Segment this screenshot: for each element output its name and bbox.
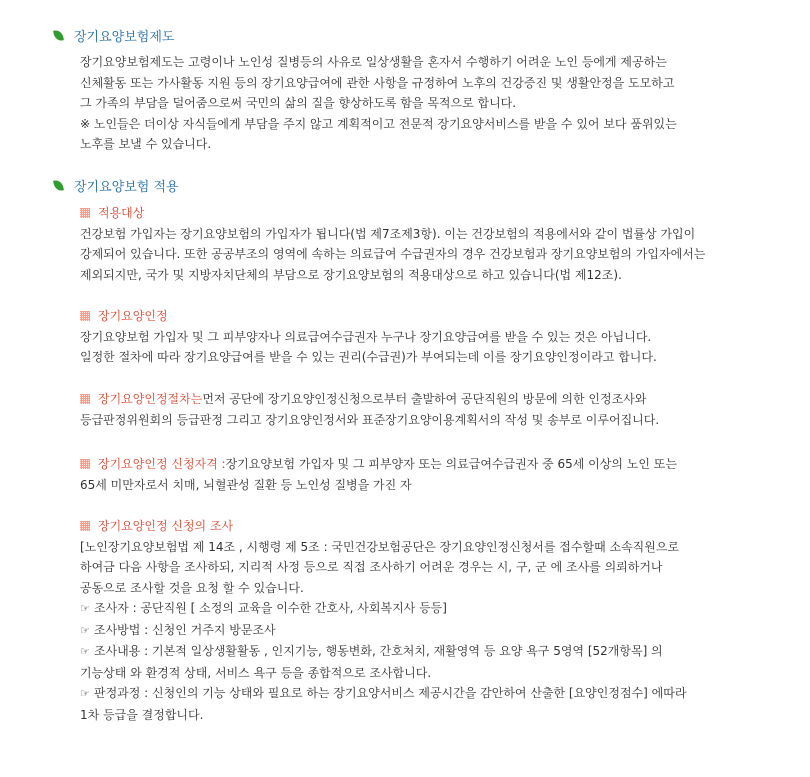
list-item-text: 조사자 : 공단직원 [ 소정의 교육을 이수한 간호사, 사회복지사 등등] <box>94 601 447 615</box>
subsection-title: 장기요양인정 신청자격 : <box>98 457 226 471</box>
section-header-insurance-system <box>54 26 174 45</box>
list-item-text: 판정과정 : 신청인의 기능 상태와 필요로 하는 장기요양서비스 제공시간을 감안하여 산출한 [요양인정점수] 에따라 <box>94 686 687 700</box>
list-item-continuation: 기능상태 와 환경적 상태, 서비스 욕구 등을 종합적으로 조사합니다. <box>80 665 432 680</box>
section-title: 장기요양보험 적용 <box>74 180 179 195</box>
paragraph-line: 하여금 다음 사항을 조사하되, 지리적 사정 등으로 직접 조사하기 어려운 경우는 시, 구, 군 에 조사를 의뢰하거나 <box>80 560 663 574</box>
list-item-text: 조사방법 : 신청인 거주지 방문조사 <box>94 622 276 637</box>
red-grid-square-icon <box>80 394 90 404</box>
subsection-application-eligibility <box>80 454 677 495</box>
paragraph-line: 일정한 절차에 따라 장기요양급여를 받을 수 있는 권리(수급권)가 부여되는데 이를 장기요양인정이라고 합니다. <box>80 350 657 364</box>
paragraph-line: 그 가족의 부담을 덜어줌으로써 국민의 삶의 질을 향상하도록 함을 목적으로 합니다. <box>80 96 517 110</box>
paragraph-inline: 먼저 공단에 장기요양인정신청으로부터 출발하여 공단직원의 방문에 의한 인정조사와 <box>202 392 647 406</box>
paragraph-line: [노인장기요양보험법 제 14조 , 시행령 제 5조 : 국민건강보험공단은 장기요양인정신청서를 접수할때 소속직원으로 <box>80 539 680 554</box>
leaf-bullet-icon <box>53 179 64 191</box>
paragraph-line: 장기요양보험제도는 고령이나 노인성 질병등의 사유로 일상생활을 혼자서 수행하기 어려운 노인 등에게 제공하는 <box>80 55 667 69</box>
pointing-hand-icon: ☞ <box>80 645 90 658</box>
pointing-hand-icon: ☞ <box>80 623 90 637</box>
note-line: 노후를 보낼 수 있습니다. <box>80 137 212 151</box>
leaf-bullet-icon <box>53 29 64 41</box>
pointing-hand-icon: ☞ <box>80 602 90 615</box>
subsection-heading <box>80 389 659 410</box>
subsection-heading <box>80 516 686 537</box>
list-item <box>80 620 686 642</box>
subsection-heading <box>80 306 657 327</box>
subsection-title: 장기요양인정 <box>98 309 168 323</box>
section-title: 장기요양보험제도 <box>74 30 175 45</box>
subsection-title: 장기요양인정절차는 <box>98 392 203 406</box>
pointing-hand-icon: ☞ <box>80 687 90 700</box>
subsection-certification-procedure <box>80 389 659 430</box>
list-item <box>80 683 686 705</box>
subsection-eligibility <box>80 203 705 285</box>
paragraph-line: 강제되어 있습니다. 또한 공공부조의 영역에 속하는 의료급여 수급권자의 경우 건강보험과 장기요양보험의 가입자에서는 <box>80 247 706 261</box>
subsection-title: 장기요양인정 신청의 조사 <box>98 519 234 533</box>
paragraph-inline: 장기요양보험 가입자 및 그 피부양자 또는 의료급여수급권자 중 65세 이상의 노인 또는 <box>225 457 677 471</box>
section-header-insurance-application <box>54 176 179 195</box>
red-grid-square-icon <box>80 208 90 218</box>
red-grid-square-icon <box>80 311 90 321</box>
subsection-title: 적용대상 <box>98 206 145 220</box>
paragraph-line: 등급판정위원회의 등급판정 그리고 장기요양인정서와 표준장기요양이용계획서의 작성 및 송부로 이루어집니다. <box>80 412 660 427</box>
list-item <box>80 598 686 620</box>
subsection-heading <box>80 203 705 224</box>
red-grid-square-icon <box>80 459 90 469</box>
note-line: ※ 노인들은 더이상 자식들에게 부담을 주지 않고 계획적이고 전문적 장기요양서비스를 받을 수 있어 보다 품위있는 <box>80 116 677 131</box>
subsection-certification <box>80 306 657 368</box>
list-item-text: 조사내용 : 기본적 일상생활활동 , 인지기능, 행동변화, 간호처치, 재활영역 등 요양 욕구 5영역 [52개항목] 의 <box>94 644 663 658</box>
paragraph-line: 신체활동 또는 가사활동 지원 등의 장기요양급여에 관한 사항을 규정하여 노후의 건강증진 및 생활안정을 도모하고 <box>80 75 675 90</box>
paragraph-line: 공동으로 조사할 것을 요청 할 수 있습니다. <box>80 580 304 595</box>
paragraph-line: 건강보험 가입자는 장기요양보험의 가입자가 됩니다(법 제7조제3항). 이는 건강보험의 적용에서와 같이 법률상 가입이 <box>80 226 696 241</box>
section-body <box>80 52 677 155</box>
paragraph-line: 장기요양보험 가입자 및 그 피부양자나 의료급여수급권자 누구나 장기요양급여를 받을 수 있는 것은 아닙니다. <box>80 329 652 344</box>
list-item <box>80 641 686 663</box>
paragraph-line: 65세 미만자로서 치매, 뇌혈관성 질환 등 노인성 질병을 가진 자 <box>80 477 412 492</box>
paragraph-line: 제외되지만, 국가 및 지방자치단체의 부담으로 장기요양보험의 적용대상으로 하고 있습니다(법 제12조). <box>80 267 622 282</box>
red-grid-square-icon <box>80 521 90 531</box>
subsection-application-survey <box>80 516 686 725</box>
list-item-continuation: 1차 등급을 결정합니다. <box>80 707 204 722</box>
subsection-heading <box>80 454 677 475</box>
